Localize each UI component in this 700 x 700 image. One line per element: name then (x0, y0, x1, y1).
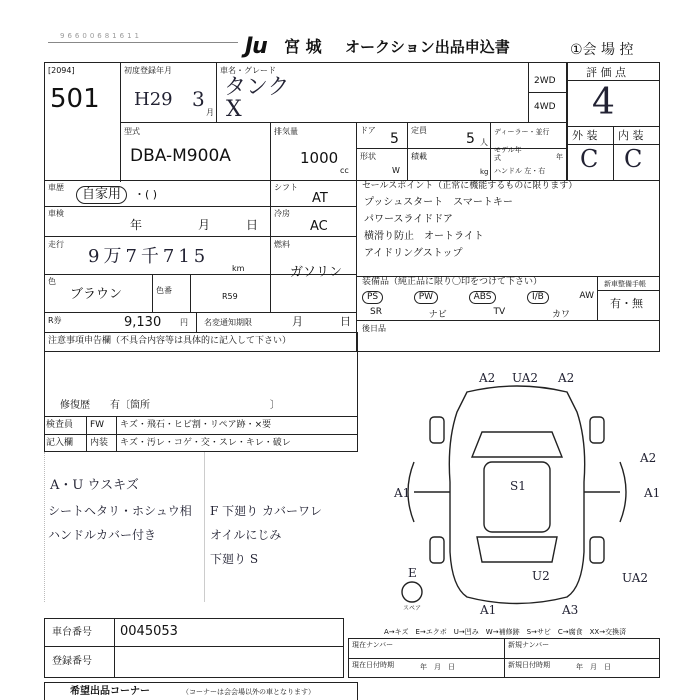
ac-label: 冷房 (274, 209, 290, 218)
hand-note-3: ハンドルカバー付き (48, 528, 157, 542)
mileage-unit: km (232, 264, 245, 273)
inspector-items: キズ・飛石・ヒビ割・リペア跡・×要 (120, 420, 272, 430)
inspection-month: 月 (198, 218, 211, 232)
hand-note-6: 下廻り S (210, 552, 259, 566)
drive-4wd: 4WD (534, 102, 556, 112)
capacity-label: 定員 (411, 126, 427, 135)
recycle-value: 9,130 (124, 315, 162, 330)
fuel-label: 燃料 (274, 240, 290, 249)
interior-label: 内 装 (618, 129, 644, 142)
org-name: 宮 城 (284, 37, 322, 56)
equip-aw: AW (579, 291, 594, 301)
mark-front-center: UA2 (512, 371, 539, 385)
mark-rear-bumper-right: A3 (562, 603, 579, 617)
sales-points-title: セールスポイント（正常に機能するものに限ります） (362, 181, 578, 191)
equip-abs: ABS (469, 291, 497, 304)
new-plate-label: 新規ナンバー (508, 641, 550, 649)
interior-grade: C (624, 145, 643, 173)
model-code: DBA-M900A (130, 146, 231, 166)
recycle-unit: 円 (180, 318, 188, 327)
doors-label: ドア (360, 126, 376, 135)
manual-value: 有・無 (610, 297, 643, 310)
new-date-units: 年 月 日 (576, 663, 611, 671)
first-reg-year: H29 (134, 89, 173, 110)
first-reg-label: 初度登録年月 (124, 66, 172, 75)
hand-note-5: オイルにじみ (210, 528, 282, 542)
wish-corner-note: （コーナーは会会場以外の車となります） (182, 688, 315, 696)
chassis-number: 0045053 (120, 624, 178, 639)
mark-left-door: A1 (394, 486, 411, 500)
displacement-label: 排気量 (274, 127, 298, 136)
month-unit: 月 (206, 108, 214, 117)
fuel-value: ガソリン (290, 265, 343, 280)
capacity-unit: 人 (480, 138, 488, 147)
overall-score: 4 (592, 82, 615, 123)
model-year-unit: 年 (556, 153, 563, 161)
equipment-title: 装備品（純正品に限り〇印をつけて下さい） (362, 277, 543, 287)
notes-title: 注意事項申告欄（不具合内容等は具体的に記入して下さい） (48, 336, 292, 346)
shape-value: W (392, 166, 400, 175)
shift-value: AT (312, 191, 328, 206)
recycle-label: R券 (48, 316, 62, 325)
handle-label: ハンドル 左・右 (494, 167, 546, 175)
model-label: 型式 (124, 127, 140, 136)
ac-value: AC (310, 219, 328, 234)
inspection-year: 年 (130, 218, 143, 232)
inspector-code: FW (90, 420, 105, 430)
equip-tv: TV (493, 307, 506, 317)
rating-label: 評 価 点 (586, 66, 626, 79)
car-name-label: 車名・グレード (220, 66, 276, 75)
drive-2wd: 2WD (534, 76, 556, 86)
hand-note-4: F 下廻り カバーワレ (210, 504, 322, 518)
color-code: R59 (222, 292, 238, 301)
shape-label: 形状 (360, 152, 376, 161)
equip-ps: PS (362, 291, 383, 304)
hand-note-2: シートヘタリ・ホシュウ相 (48, 504, 192, 518)
equip-ib: I/B (527, 291, 549, 304)
mileage-label: 走行 (48, 240, 64, 249)
history-label: 車歴 (48, 183, 64, 192)
load-unit: kg (480, 168, 489, 176)
mark-front-right: A2 (558, 371, 575, 385)
sales-point-1: プッシュスタート スマートキー (364, 197, 513, 208)
color-number-label: 色番 (156, 286, 172, 295)
sales-point-2: パワースライドドア (364, 214, 453, 225)
writer-label: 記入欄 (46, 438, 74, 448)
doors-value: 5 (390, 131, 399, 147)
displacement-value: 1000 (300, 149, 339, 167)
inspection-label: 車検 (48, 209, 64, 218)
load-label: 積載 (411, 152, 427, 161)
ju-logo: Ju (245, 34, 267, 59)
prev-plate-label: 現在ナンバー (352, 641, 394, 649)
writer-code: 内装 (90, 438, 109, 448)
tax-day: 日 (340, 315, 351, 328)
barcode-number: 96600681611 (60, 32, 142, 40)
capacity-value: 5 (466, 131, 475, 147)
exterior-grade: C (580, 145, 599, 173)
spare-label: スペア (403, 605, 422, 612)
wish-corner-title: 希望出品コーナー (70, 686, 150, 697)
equip-pw: PW (414, 291, 438, 304)
sales-point-4: アイドリングストップ (364, 248, 463, 259)
damage-legend: A→キズ E→エクボ U→凹み W→補修跡 S→サビ C→腐食 XX→交換済 (384, 628, 627, 636)
car-damage-diagram (372, 362, 662, 627)
equip-navi: ナビ (428, 310, 447, 320)
exterior-label: 外 装 (572, 129, 598, 142)
repair-history: 修復歴 有〔箇所 〕 (60, 400, 280, 411)
manual-label: 新車整備手帳 (604, 280, 646, 288)
registration-label: 登録番号 (52, 656, 92, 667)
prev-date-label: 現在日付時期 (352, 661, 394, 669)
sales-point-3: 横滑り防止 オートライト (364, 231, 484, 242)
color-value: ブラウン (70, 287, 123, 302)
color-label: 色 (48, 277, 56, 286)
rear-items-label: 後日品 (362, 324, 386, 333)
mark-rear-right: UA2 (622, 571, 649, 585)
prev-date-units: 年 月 日 (420, 663, 455, 671)
mark-right-door: A1 (644, 486, 661, 500)
lot-number: 501 (50, 84, 100, 114)
mark-rear-bumper-left: A1 (480, 603, 497, 617)
car-name: タンク (224, 75, 290, 100)
equip-leather: カワ (551, 310, 570, 320)
mark-spare: E (408, 566, 417, 580)
inspector-label: 検査員 (46, 420, 74, 430)
mark-rear-center: U2 (532, 569, 550, 583)
handwritten-notes (44, 452, 359, 602)
dealer-label: ディーラー・並行 (494, 128, 550, 136)
lot-small-id: [2094] (48, 66, 75, 75)
history-value: 自家用 (76, 186, 127, 204)
car-grade: X (226, 97, 242, 122)
tax-deadline-label: 名変通知期限 (204, 318, 252, 327)
new-date-label: 新規日付時期 (508, 661, 550, 669)
chassis-label: 車台番号 (52, 627, 92, 638)
inspection-day: 日 (246, 218, 259, 232)
venue-copy-label: ①会 場 控 (570, 42, 634, 58)
tax-month: 月 (292, 315, 303, 328)
hand-note-1: A・U ウスキズ (50, 478, 139, 493)
equip-sr: SR (370, 307, 382, 317)
writer-items: キズ・汚レ・コゲ・交・スレ・キレ・破レ (120, 438, 291, 448)
shift-label: シフト (274, 183, 298, 192)
mark-right-fender: A2 (640, 451, 657, 465)
history-rest: ・( ) (134, 188, 158, 201)
displacement-unit: cc (340, 166, 349, 175)
first-reg-month: 3 (192, 87, 205, 111)
mileage-value: 9万7千715 (88, 246, 210, 267)
mark-roof: S1 (510, 479, 526, 493)
model-year-label: モデル年式 (494, 146, 522, 162)
form-title: オークション出品申込書 (345, 38, 510, 56)
mark-front-left: A2 (479, 371, 496, 385)
